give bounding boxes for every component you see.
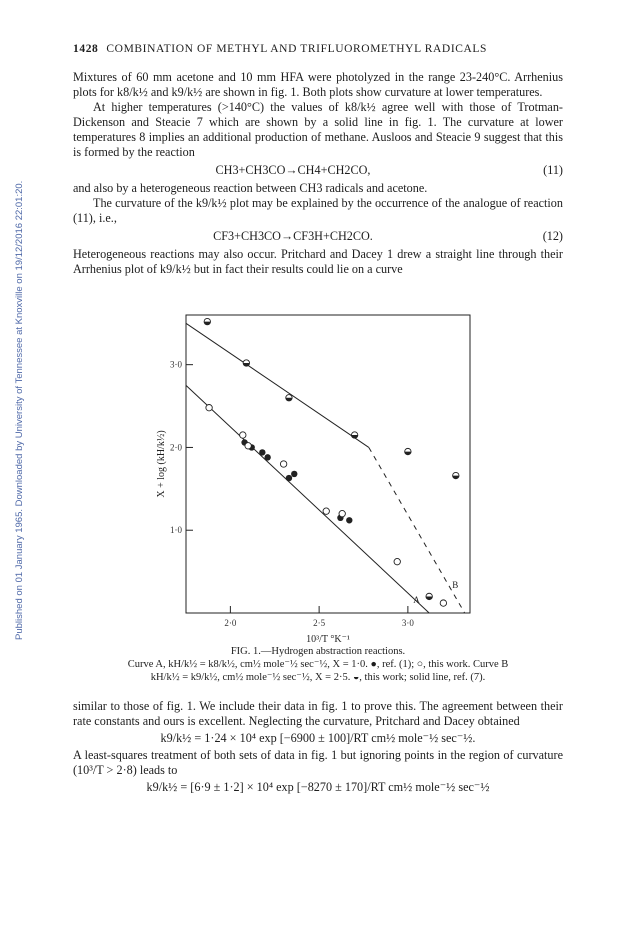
y-tick-label: 3·0	[170, 359, 182, 370]
y-tick-label: 1·0	[170, 525, 182, 536]
data-point-open	[339, 510, 345, 516]
x-axis-label: 10³/T °K⁻¹	[306, 634, 350, 643]
data-point-filled	[264, 454, 270, 460]
data-point-open	[240, 432, 246, 438]
equation: k9/k½ = 1·24 × 10⁴ exp [−6900 ± 100]/RT cm½ mole⁻½ sec⁻½.	[160, 731, 476, 745]
plot-frame	[186, 315, 470, 613]
curve-label: B	[452, 580, 459, 591]
data-point-open	[245, 443, 251, 449]
body-text-bottom	[73, 699, 563, 797]
running-header	[73, 43, 563, 55]
equation-11: CH3+CH3CO→CH4+CH2CO, (11)	[215, 163, 563, 177]
page-number: 1428	[73, 43, 99, 55]
x-tick-label: 2·5	[313, 618, 326, 628]
caption-line: kH/k½ = k9/k½, cm½ mole⁻½ sec⁻½, X = 2·5. ◒, this work; solid line, ref. (7).	[150, 672, 486, 683]
y-axis-label: X + log (kH/k½)	[156, 430, 167, 498]
equation: k9/k½ = [6·9 ± 1·2] × 10⁴ exp [−8270 ± 170]/RT cm½ mole⁻½ sec⁻½	[146, 780, 490, 794]
equation-12: CF3+CH3CO→CF3H+CH2CO. (12)	[213, 229, 563, 243]
body-text-top	[73, 70, 563, 277]
paragraph: The curvature of the k9/k½ plot may be explained by the occurrence of the analogue of reaction (11), i.e.,	[73, 196, 563, 225]
caption-line: Curve A, kH/k½ = k8/k½, cm½ mole⁻½ sec⁻½, X = 1·0. ●, ref. (1); ○, this work. Curve B	[127, 659, 509, 670]
watermark-text: Published on 01 January 1965. Downloaded by University of Tennessee at Knoxville on 19/12/2016 22:01:20.	[14, 180, 25, 640]
y-tick-label: 2·0	[170, 442, 182, 453]
paragraph: A least-squares treatment of both sets of data in fig. 1 but ignoring points in the region of curvature (10³/T > 2·8) leads to	[73, 748, 563, 777]
curve-label: A	[413, 595, 420, 606]
data-point-open	[394, 558, 400, 564]
figure-caption	[73, 645, 563, 684]
arrhenius-chart	[150, 303, 490, 643]
paragraph: Mixtures of 60 mm acetone and 10 mm HFA were photolyzed in the range 23-240°C. Arrhenius plots for k8/k½ and k9/k½ are shown in fig. 1. Both plots show curvature at lower temperatures.	[73, 70, 563, 99]
data-point-open	[323, 508, 329, 514]
data-point-open	[440, 600, 446, 606]
running-title: COMBINATION OF METHYL AND TRIFLUOROMETHYL RADICALS	[106, 43, 488, 55]
paragraph: Heterogeneous reactions may also occur. Pritchard and Dacey 1 drew a straight line through their Arrhenius plot of k9/k½ but in fact their results could lie on a curve	[73, 247, 563, 276]
paragraph: and also by a heterogeneous reaction between CH3 radicals and acetone.	[73, 181, 428, 195]
data-point-filled	[291, 471, 297, 477]
x-tick-label: 3·0	[401, 618, 414, 628]
caption-title: FIG. 1.—Hydrogen abstraction reactions.	[230, 646, 406, 657]
paragraph: At higher temperatures (>140°C) the values of k8/k½ agree well with those of Trotman-Dickenson and Steacie 7 which are shown by a solid line in fig. 1. The curvature at lower temperatures 8 implies an additional production of methane. Ausloos and Steacie 9 suggest that this is formed by the reaction	[73, 100, 563, 159]
paragraph: similar to those of fig. 1. We include their data in fig. 1 to prove this. The agreement between their rate constants and ours is excellent. Neglecting the curvature, Pritchard and Dacey obtained	[73, 699, 563, 728]
fit-line-a-solid	[186, 385, 429, 613]
data-point-open	[206, 405, 212, 411]
data-point-filled	[346, 517, 352, 523]
data-point-open	[280, 461, 286, 467]
download-watermark	[0, 0, 26, 936]
x-tick-label: 2·0	[224, 618, 237, 628]
data-point-filled	[286, 475, 292, 481]
fit-line-b-dashed	[369, 447, 465, 613]
fit-line-b-solid	[186, 323, 369, 447]
data-point-filled	[259, 449, 265, 455]
